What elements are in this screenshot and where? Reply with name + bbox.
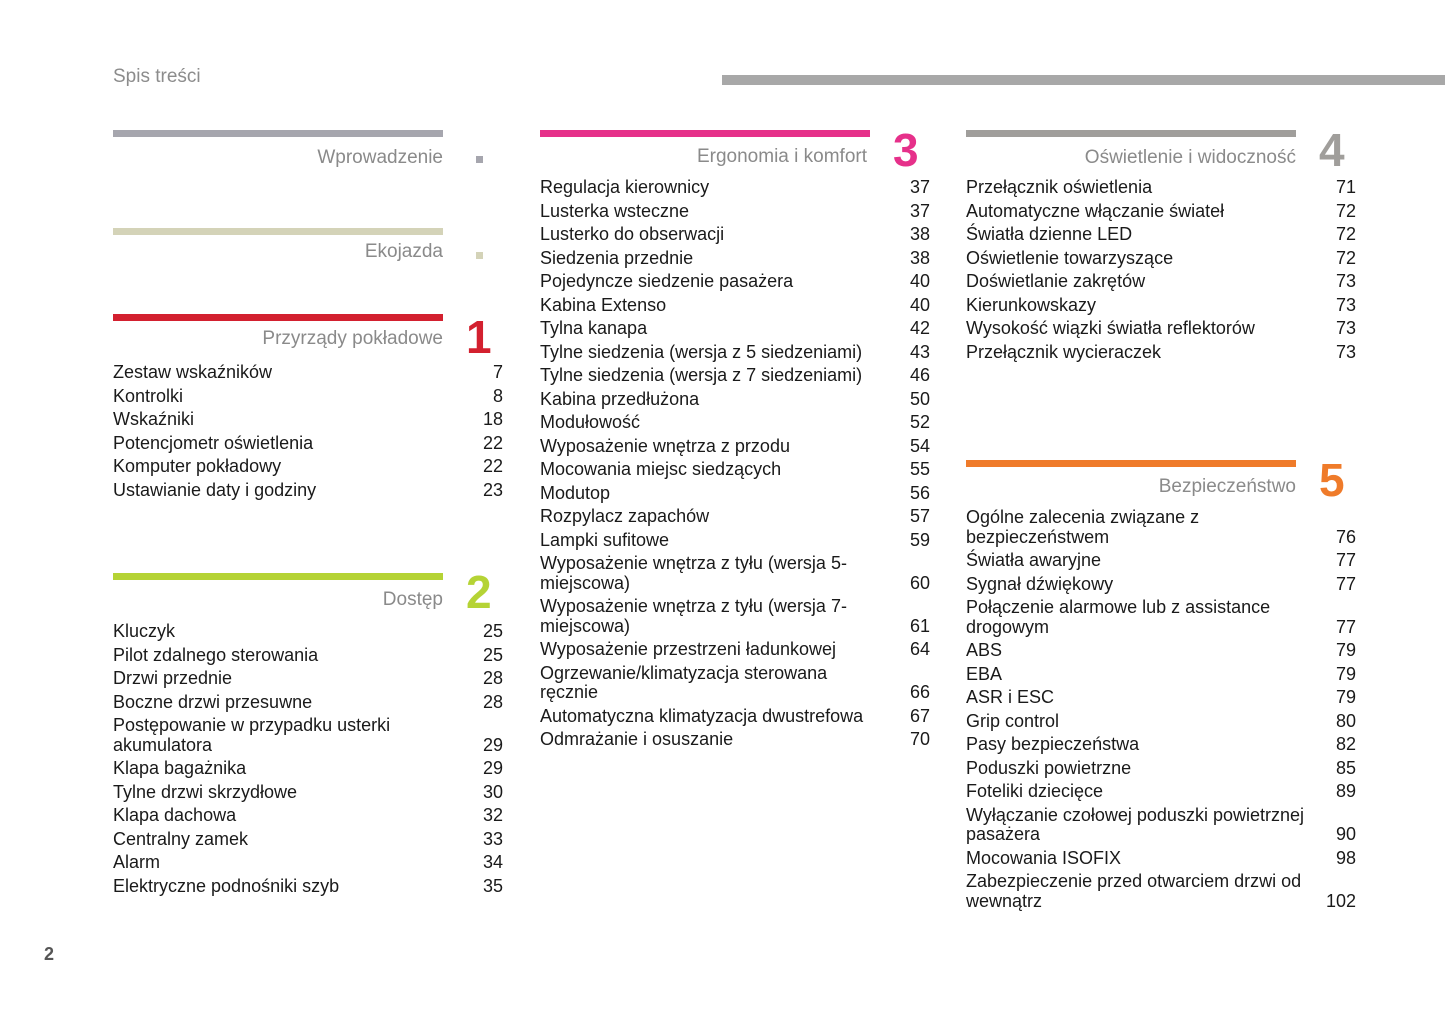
toc-entry[interactable] [540,554,930,593]
toc-entry-page: 23 [482,479,503,500]
toc-entry-page: 33 [482,828,503,849]
toc-entry-title: Zestaw wskaźników [113,362,273,382]
toc-entry-page: 29 [482,734,503,755]
toc-list [966,508,1356,915]
toc-entry-page: 72 [1335,224,1356,244]
toc-entry-title: Tylne siedzenia (wersja z 5 siedzeniami) [540,341,863,362]
toc-entry[interactable] [966,296,1356,316]
toc-entry[interactable] [540,225,930,245]
toc-entry-title: Regulacja kierownicy [540,177,710,197]
toc-entry-page: 35 [482,875,503,896]
toc-entry-page: 43 [909,341,930,362]
section-bar [966,460,1296,467]
toc-entry[interactable] [966,712,1356,732]
toc-entry[interactable] [113,669,503,689]
toc-entry-page: 61 [909,615,930,636]
toc-entry-page: 25 [482,621,503,641]
toc-entry[interactable] [540,460,930,480]
toc-entry-page: 54 [909,435,930,456]
toc-entry[interactable] [540,484,930,504]
toc-entry-title: Alarm [113,852,161,872]
section-bar [966,130,1296,137]
toc-entry[interactable] [113,481,503,501]
section-title[interactable]: Ergonomia i komfort [696,146,867,167]
section-title[interactable]: Bezpieczeństwo [1158,476,1296,497]
toc-entry-title: Tylne drzwi skrzydłowe [113,781,298,802]
toc-entry-page: 38 [909,224,930,244]
toc-entry[interactable] [966,178,1356,198]
toc-entry-page: 28 [482,668,503,688]
toc-entry-title: Siedzenia przednie [540,247,694,268]
toc-entry-title: Rozpylacz zapachów [540,506,710,526]
toc-entry-page: 76 [1335,526,1356,547]
section-number: 2 [466,566,492,618]
toc-entry[interactable] [966,849,1356,869]
toc-entry[interactable] [113,853,503,873]
toc-entry-title: Oświetlenie towarzyszące [966,247,1174,268]
toc-entry-page: 7 [492,362,503,382]
toc-entry-title: Wysokość wiązki światła reflektorów [966,318,1255,338]
toc-entry[interactable] [540,730,930,750]
toc-entry[interactable] [540,640,930,660]
toc-entry-title: Boczne drzwi przesuwne [113,691,313,712]
toc-entry-title: Foteliki dziecięce [966,781,1104,801]
toc-entry-page: 18 [482,409,503,429]
toc-entry-title: Ogólne zalecenia związane z bezpieczeństwem [966,507,1200,547]
toc-entry-page: 32 [482,805,503,825]
toc-entry-page: 66 [909,682,930,702]
toc-entry-title: Lusterka wsteczne [540,200,690,221]
toc-entry[interactable] [966,272,1356,292]
toc-entry-title: Światła dzienne LED [966,224,1133,244]
toc-entry-title: Tylna kanapa [540,318,648,338]
toc-entry-title: Zabezpieczenie przed otwarciem drzwi od wewnątrz [966,871,1302,911]
toc-entry-title: Modutop [540,482,611,503]
toc-entry-title: Wyposażenie wnętrza z tyłu (wersja 7-miejscowa) [540,596,847,636]
toc-entry-page: 89 [1335,781,1356,801]
toc-entry-page: 37 [909,200,930,221]
toc-entry-title: Przełącznik wycieraczek [966,341,1162,362]
toc-entry-title: Lampki sufitowe [540,529,670,550]
toc-entry[interactable] [540,707,930,727]
toc-entry-title: Drzwi przednie [113,668,233,688]
toc-entry-page: 73 [1335,341,1356,362]
toc-entry-page: 72 [1335,247,1356,268]
toc-entry-title: Kontrolki [113,385,184,406]
toc-entry[interactable] [113,716,503,755]
toc-entry[interactable] [966,665,1356,685]
toc-entry-page: 71 [1335,177,1356,197]
toc-entry[interactable] [540,664,930,703]
toc-entry-title: Mocowania ISOFIX [966,847,1122,868]
toc-entry-title: Pojedyncze siedzenie pasażera [540,271,794,291]
toc-entry[interactable] [540,531,930,551]
toc-entry-page: 8 [492,385,503,406]
toc-entry[interactable] [966,735,1356,755]
toc-entry-page: 77 [1335,550,1356,570]
toc-entry-title: Kabina przedłużona [540,388,700,409]
toc-entry[interactable] [113,646,503,666]
toc-entry[interactable] [113,806,503,826]
toc-entry-page: 67 [909,705,930,726]
toc-entry-page: 37 [909,177,930,197]
section-bar [113,314,443,321]
toc-entry[interactable] [113,387,503,407]
toc-entry[interactable] [540,249,930,269]
toc-entry[interactable] [966,782,1356,802]
toc-entry-title: Klapa dachowa [113,805,237,825]
toc-entry[interactable] [540,202,930,222]
toc-entry-title: Pasy bezpieczeństwa [966,734,1140,754]
toc-list [113,622,503,900]
toc-entry-title: Kierunkowskazy [966,294,1097,315]
toc-entry[interactable] [966,202,1356,222]
toc-entry[interactable] [113,410,503,430]
toc-entry[interactable] [113,877,503,897]
toc-entry[interactable] [540,413,930,433]
toc-entry-page: 42 [909,318,930,338]
toc-entry[interactable] [966,343,1356,363]
toc-entry-title: Pilot zdalnego sterowania [113,644,319,665]
toc-entry-page: 22 [482,456,503,476]
section-title[interactable]: Dostęp [382,589,443,610]
toc-entry-page: 80 [1335,710,1356,731]
toc-entry-page: 52 [909,412,930,432]
page-number: 2 [44,944,55,964]
toc-entry-title: Doświetlanie zakrętów [966,271,1146,291]
toc-entry-title: Grip control [966,710,1060,731]
toc-entry[interactable] [113,693,503,713]
toc-entry-page: 40 [909,271,930,291]
toc-list [966,178,1356,366]
section-number: 4 [1319,124,1345,176]
toc-entry-title: Postępowanie w przypadku usterki akumulatora [113,715,391,755]
toc-entry-page: 22 [482,432,503,453]
toc-entry-page: 30 [482,781,503,802]
section-bar [540,130,870,137]
toc-entry[interactable] [113,434,503,454]
section-title[interactable]: Oświetlenie i widoczność [1084,147,1296,168]
toc-entry-title: Poduszki powietrzne [966,757,1132,778]
toc-entry-title: Lusterko do obserwacji [540,224,725,244]
toc-entry-page: 73 [1335,271,1356,291]
toc-entry-page: 60 [909,572,930,593]
toc-entry[interactable] [966,872,1356,911]
toc-entry-title: Modułowość [540,412,641,432]
toc-entry[interactable] [113,759,503,779]
toc-entry-page: 34 [482,852,503,872]
toc-entry-title: EBA [966,663,1003,684]
section-bar [113,228,443,235]
toc-entry-page: 57 [909,506,930,526]
toc-entry-title: Komputer pokładowy [113,456,282,476]
section-number: 1 [466,311,492,363]
toc-entry-title: Mocowania miejsc siedzących [540,459,782,479]
section-bar [113,130,443,137]
toc-entry[interactable] [966,508,1356,547]
toc-entry-title: ABS [966,640,1003,660]
toc-entry[interactable] [966,551,1356,571]
toc-entry[interactable] [966,688,1356,708]
toc-entry-page: 73 [1335,294,1356,315]
toc-list [540,178,930,754]
toc-entry-page: 55 [909,459,930,479]
section-number: 3 [893,124,919,176]
toc-entry[interactable] [966,759,1356,779]
toc-entry[interactable] [966,225,1356,245]
toc-entry-page: 70 [909,729,930,749]
toc-entry-page: 79 [1335,640,1356,660]
toc-entry-title: Odmrażanie i osuszanie [540,729,734,749]
toc-entry-title: Centralny zamek [113,828,249,849]
toc-entry-page: 72 [1335,200,1356,221]
toc-entry-title: Kabina Extenso [540,294,667,315]
toc-entry-page: 77 [1335,616,1356,637]
toc-entry[interactable] [966,319,1356,339]
toc-entry-title: Wyłączanie czołowej poduszki powietrznej pasażera [966,804,1304,844]
section-title[interactable]: Przyrządy pokładowe [262,328,443,349]
toc-entry-page: 82 [1335,734,1356,754]
toc-entry-title: Światła awaryjne [966,550,1102,570]
toc-entry[interactable] [113,830,503,850]
toc-entry-page: 59 [909,529,930,550]
toc-entry[interactable] [540,507,930,527]
toc-entry-title: Przełącznik oświetlenia [966,177,1153,197]
toc-entry[interactable] [540,390,930,410]
toc-entry-page: 85 [1335,757,1356,778]
toc-entry[interactable] [966,575,1356,595]
toc-entry[interactable] [966,598,1356,637]
toc-entry-page: 64 [909,639,930,659]
toc-entry-title: Elektryczne podnośniki szyb [113,875,340,896]
toc-entry[interactable] [113,363,503,383]
toc-entry-title: Sygnał dźwiękowy [966,573,1114,594]
toc-entry[interactable] [540,272,930,292]
toc-entry-page: 56 [909,482,930,503]
toc-entry[interactable] [113,457,503,477]
toc-entry[interactable] [966,806,1356,845]
toc-list [113,363,503,504]
toc-entry-page: 46 [909,365,930,385]
page-title: Spis treści [113,66,201,87]
toc-entry-title: Automatyczna klimatyzacja dwustrefowa [540,705,864,726]
toc-entry-title: Wskaźniki [113,409,195,429]
section-title[interactable]: Wprowadzenie [317,147,443,168]
toc-entry-page: 79 [1335,687,1356,707]
toc-entry-title: Wyposażenie wnętrza z tyłu (wersja 5-miejscowa) [540,553,847,593]
toc-entry-title: Ustawianie daty i godziny [113,479,317,500]
toc-entry-page: 79 [1335,663,1356,684]
toc-entry-title: ASR i ESC [966,687,1055,707]
toc-entry[interactable] [540,296,930,316]
section-marker-icon [476,156,483,163]
section-bar [113,573,443,580]
toc-entry[interactable] [540,437,930,457]
toc-entry-title: Wyposażenie przestrzeni ładunkowej [540,639,836,659]
toc-entry-title: Ogrzewanie/klimatyzacja sterowana ręcznie [540,662,828,702]
toc-entry[interactable] [540,178,930,198]
toc-entry-page: 98 [1335,847,1356,868]
toc-entry-title: Automatyczne włączanie świateł [966,200,1225,221]
toc-entry-title: Klapa bagażnika [113,758,247,778]
toc-entry-page: 77 [1335,573,1356,594]
toc-entry-page: 90 [1335,824,1356,844]
toc-entry-page: 73 [1335,318,1356,338]
header-rule [722,75,1445,85]
toc-entry-page: 102 [1325,890,1356,911]
section-title[interactable]: Ekojazda [364,241,443,262]
toc-entry-title: Tylne siedzenia (wersja z 7 siedzeniami) [540,365,863,385]
toc-entry[interactable] [113,622,503,642]
toc-entry-page: 40 [909,294,930,315]
toc-entry[interactable] [540,597,930,636]
toc-entry[interactable] [966,249,1356,269]
toc-entry-title: Potencjometr oświetlenia [113,432,314,453]
section-marker-icon [476,252,483,259]
toc-entry[interactable] [966,641,1356,661]
toc-entry-page: 28 [482,691,503,712]
toc-entry[interactable] [540,319,930,339]
toc-entry-page: 29 [482,758,503,778]
toc-entry-page: 25 [482,644,503,665]
toc-entry[interactable] [540,366,930,386]
toc-entry[interactable] [113,783,503,803]
toc-entry-title: Kluczyk [113,621,176,641]
toc-entry-title: Wyposażenie wnętrza z przodu [540,435,790,456]
toc-entry-page: 50 [909,388,930,409]
toc-entry-page: 38 [909,247,930,268]
section-number: 5 [1319,454,1345,506]
toc-entry-title: Połączenie alarmowe lub z assistance drogowym [966,597,1271,637]
toc-entry[interactable] [540,343,930,363]
